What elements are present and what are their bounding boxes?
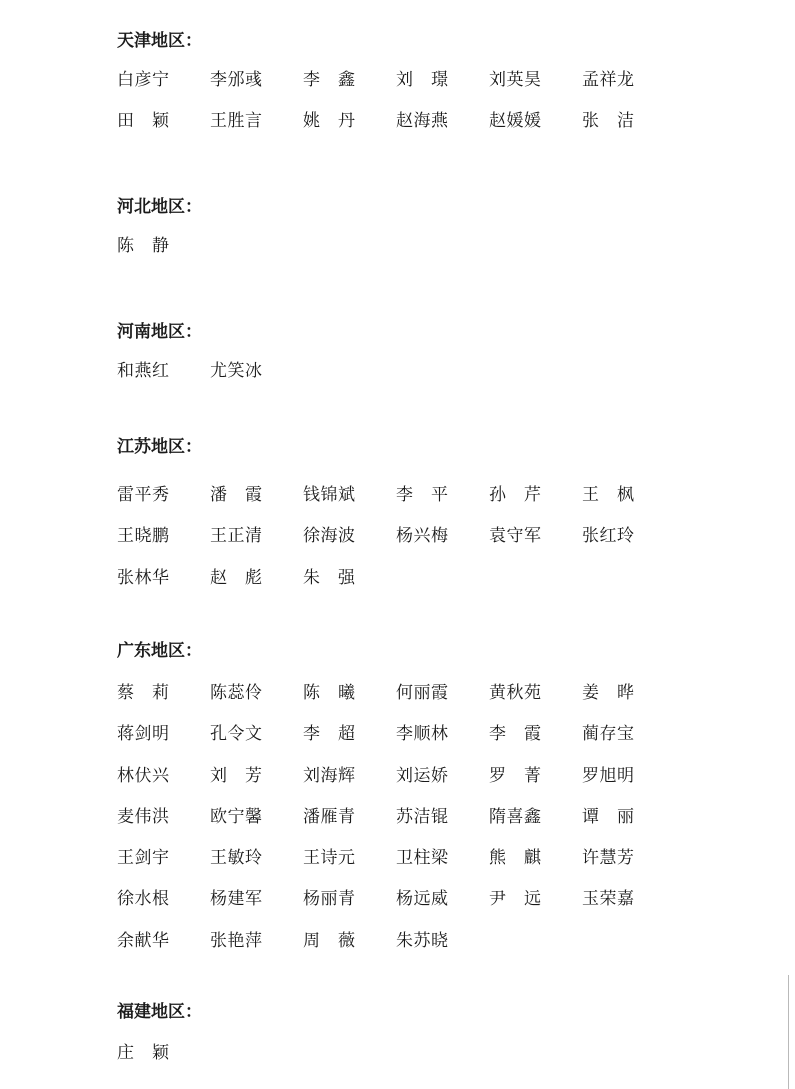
person-name: 和燕红: [117, 361, 170, 381]
person-name: 王 枫: [582, 485, 635, 505]
person-name: 林伏兴: [117, 765, 170, 786]
person-name: 刘英昊: [489, 70, 542, 90]
person-name: 张林华: [117, 567, 170, 588]
person-name: 熊 麒: [489, 848, 542, 869]
person-name: 李 鑫: [303, 70, 356, 90]
name-row: [117, 724, 677, 765]
region-heading: 福建地区：: [117, 1002, 202, 1022]
name-list: [117, 361, 677, 402]
person-name: 尤笑冰: [210, 361, 263, 381]
person-name: 苏洁锟: [396, 806, 449, 827]
person-name: 姜 晔: [582, 683, 635, 703]
name-row: [117, 236, 677, 277]
person-name: 李 霞: [489, 724, 542, 745]
person-name: 白彦宁: [117, 70, 170, 90]
person-name: 赵媛媛: [489, 111, 542, 132]
person-name: 赵 彪: [210, 567, 263, 588]
person-name: 王剑宇: [117, 848, 170, 869]
person-name: 张 洁: [582, 111, 635, 132]
region-section-guangdong: [117, 641, 677, 972]
person-name: 李顺林: [396, 724, 449, 745]
person-name: 刘 芳: [210, 765, 263, 786]
name-row: [117, 526, 677, 567]
person-name: 王正清: [210, 526, 263, 547]
region-section-jiangsu: [117, 437, 677, 609]
person-name: 王诗元: [303, 848, 356, 869]
person-name: 王晓鹏: [117, 526, 170, 547]
person-name: 罗旭明: [582, 765, 635, 786]
name-list: [117, 70, 677, 153]
person-name: 雷平秀: [117, 485, 170, 505]
person-name: 麦伟洪: [117, 806, 170, 827]
person-name: 黄秋苑: [489, 683, 542, 703]
region-section-henan: [117, 322, 677, 402]
name-row: [117, 70, 677, 111]
person-name: 刘 璟: [396, 70, 449, 90]
region-heading: 河南地区：: [117, 322, 202, 342]
person-name: 庄 颖: [117, 1043, 170, 1063]
region-section-tianjin: [117, 31, 677, 153]
person-name: 蔡 莉: [117, 683, 170, 703]
person-name: 李邠彧: [210, 70, 263, 90]
person-name: 何丽霞: [396, 683, 449, 703]
region-heading: 天津地区：: [117, 31, 202, 51]
region-section-hebei: [117, 197, 677, 277]
person-name: 张红玲: [582, 526, 635, 547]
person-name: 刘运娇: [396, 765, 449, 786]
name-row: [117, 807, 677, 848]
name-list: [117, 485, 677, 609]
person-name: 欧宁馨: [210, 806, 263, 827]
name-row: [117, 766, 677, 807]
person-name: 许慧芳: [582, 848, 635, 869]
person-name: 刘海辉: [303, 765, 356, 786]
person-name: 袁守军: [489, 526, 542, 547]
name-row: [117, 931, 677, 972]
name-row: [117, 568, 677, 609]
person-name: 周 薇: [303, 930, 356, 951]
person-name: 潘 霞: [210, 485, 263, 505]
person-name: 王敏玲: [210, 848, 263, 869]
person-name: 姚 丹: [303, 111, 356, 132]
person-name: 孙 芹: [489, 485, 542, 505]
person-name: 罗 菁: [489, 765, 542, 786]
person-name: 赵海燕: [396, 111, 449, 132]
name-row: [117, 485, 677, 526]
person-name: 潘雁青: [303, 806, 356, 827]
person-name: 尹 远: [489, 889, 542, 910]
region-heading: 广东地区：: [117, 641, 202, 661]
page-edge-divider: [788, 975, 789, 1089]
person-name: 田 颖: [117, 111, 170, 132]
person-name: 王胜言: [210, 111, 263, 132]
person-name: 朱 强: [303, 567, 356, 588]
person-name: 李 超: [303, 724, 356, 745]
region-heading: 江苏地区：: [117, 437, 202, 457]
person-name: 蒋剑明: [117, 724, 170, 745]
person-name: 隋喜鑫: [489, 806, 542, 827]
person-name: 杨远威: [396, 889, 449, 910]
person-name: 张艳萍: [210, 930, 263, 951]
name-list: [117, 683, 677, 972]
person-name: 孟祥龙: [582, 70, 635, 90]
name-row: [117, 848, 677, 889]
person-name: 陈蕊伶: [210, 683, 263, 703]
name-list: [117, 236, 677, 277]
name-row: [117, 1043, 677, 1084]
name-list: [117, 1043, 677, 1084]
person-name: 陈 静: [117, 236, 170, 256]
person-name: 徐海波: [303, 526, 356, 547]
name-row: [117, 111, 677, 152]
person-name: 李 平: [396, 485, 449, 505]
person-name: 杨丽青: [303, 889, 356, 910]
person-name: 卫柱梁: [396, 848, 449, 869]
person-name: 蔺存宝: [582, 724, 635, 745]
person-name: 陈 曦: [303, 683, 356, 703]
person-name: 杨兴梅: [396, 526, 449, 547]
person-name: 杨建军: [210, 889, 263, 910]
person-name: 余献华: [117, 930, 170, 951]
person-name: 孔令文: [210, 724, 263, 745]
person-name: 玉荣嘉: [582, 889, 635, 910]
region-heading: 河北地区：: [117, 197, 202, 217]
name-row: [117, 683, 677, 724]
person-name: 谭 丽: [582, 806, 635, 827]
region-section-fujian: [117, 1002, 677, 1084]
person-name: 徐水根: [117, 889, 170, 910]
name-row: [117, 889, 677, 930]
name-row: [117, 361, 677, 402]
person-name: 钱锦斌: [303, 485, 356, 505]
person-name: 朱苏晓: [396, 930, 449, 951]
